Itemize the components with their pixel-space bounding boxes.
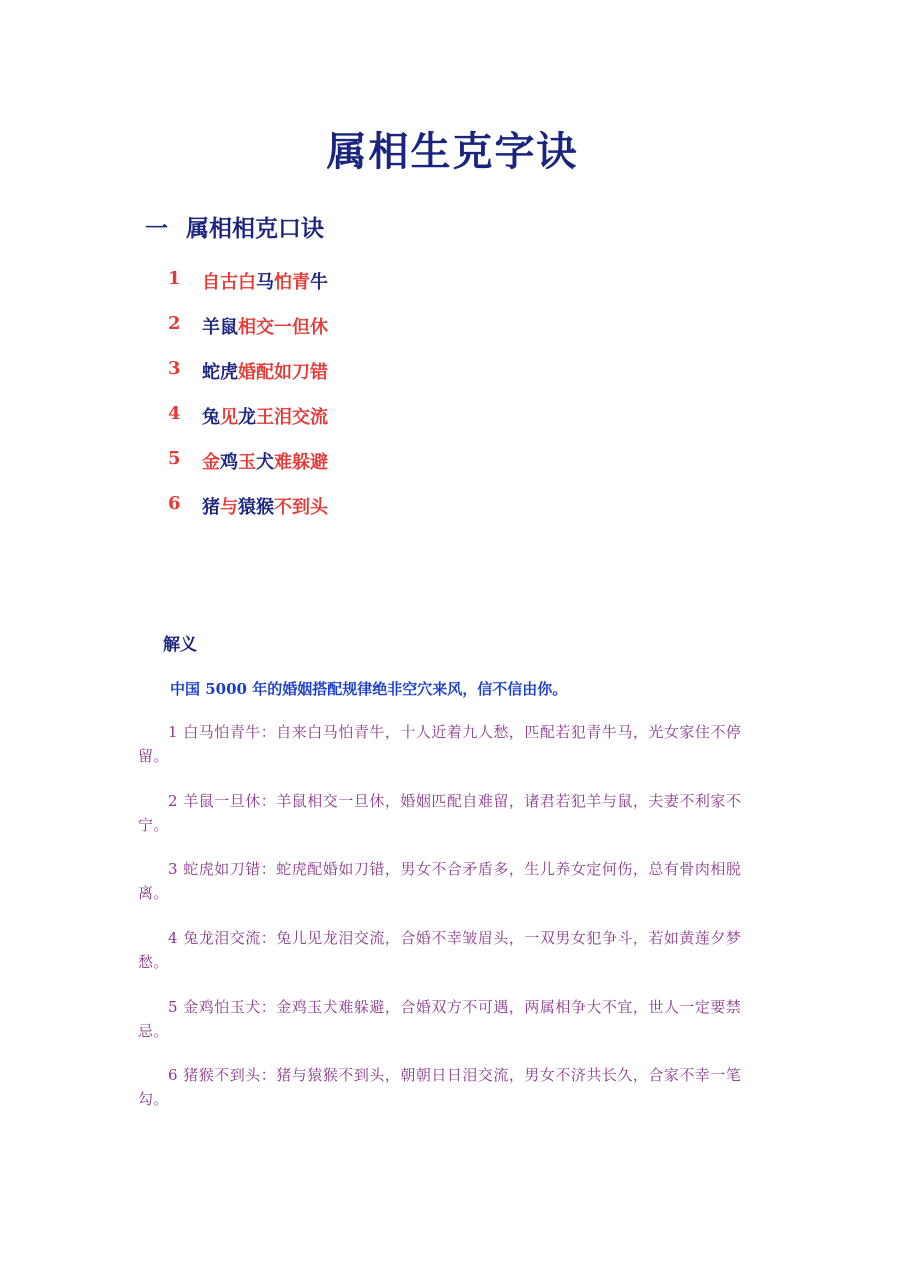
rhyme-segment: 牛 (310, 272, 328, 293)
rhyme-line (168, 358, 328, 403)
rhyme-segment: 猿猴 (238, 497, 274, 518)
rhyme-segment: 王泪交流 (256, 407, 328, 428)
rhyme-text (202, 313, 328, 339)
rhyme-segment: 犬 (256, 452, 274, 473)
page-title: 属相生克字诀 (326, 128, 579, 175)
rhyme-segment: 相交一但休 (238, 317, 328, 338)
explain-paragraph: 4 兔龙泪交流：兔儿见龙泪交流，合婚不幸皱眉头，一双男女犯争斗，若如黄莲夕梦愁。 (138, 929, 742, 971)
rhyme-segment: 鸡 (220, 452, 238, 473)
rhyme-segment: 金 (202, 452, 220, 473)
rhyme-segment: 猪 (202, 497, 220, 518)
section-heading (145, 210, 324, 243)
rhyme-number: 5 (168, 448, 181, 469)
explain-intro: 中国 5000 年的婚姻搭配规律绝非空穴来风，信不信由你。 (170, 680, 568, 698)
rhyme-line (168, 403, 328, 448)
rhyme-segment: 不到头 (274, 497, 328, 518)
rhyme-segment: 兔 (202, 407, 220, 428)
rhyme-segment: 蛇虎 (202, 362, 238, 383)
rhyme-text (202, 448, 328, 474)
rhyme-text (202, 358, 328, 384)
rhyme-number: 6 (168, 493, 181, 514)
explain-paragraph: 1 白马怕青牛：自来白马怕青牛，十人近着九人愁，匹配若犯青牛马，光女家住不停留。 (138, 723, 742, 765)
rhyme-segment: 与 (220, 497, 238, 518)
rhyme-number: 1 (168, 268, 181, 289)
rhyme-line (168, 268, 328, 313)
rhyme-segment: 怕青 (274, 272, 310, 293)
section-number: 一 (145, 215, 168, 242)
rhyme-segment: 羊鼠 (202, 317, 238, 338)
rhyme-segment: 见 (220, 407, 238, 428)
rhyme-number: 2 (168, 313, 181, 334)
rhyme-line (168, 493, 328, 538)
rhyme-text (202, 403, 328, 429)
rhyme-number: 3 (168, 358, 181, 379)
explain-paragraph: 6 猪猴不到头：猪与猿猴不到头，朝朝日日泪交流，男女不济共长久，合家不幸一笔勾。 (138, 1066, 742, 1108)
explain-heading: 解义 (163, 635, 197, 655)
rhyme-segment: 婚配如刀错 (238, 362, 328, 383)
rhyme-segment: 马 (256, 272, 274, 293)
rhyme-segment: 自古白 (202, 272, 256, 293)
rhyme-segment: 龙 (238, 407, 256, 428)
rhyme-text (202, 493, 328, 519)
explain-paragraph: 2 羊鼠一旦休：羊鼠相交一旦休，婚姻匹配自难留，诸君若犯羊与鼠，夫妻不利家不宁。 (138, 792, 742, 834)
rhyme-line (168, 313, 328, 358)
rhyme-number: 4 (168, 403, 181, 424)
rhyme-line (168, 448, 328, 493)
rhyme-text (202, 268, 328, 294)
explain-paragraph: 3 蛇虎如刀错：蛇虎配婚如刀错，男女不合矛盾多，生儿养女定何伤，总有骨肉相脱离。 (138, 860, 742, 902)
rhyme-segment: 难躲避 (274, 452, 328, 473)
explain-paragraph: 5 金鸡怕玉犬：金鸡玉犬难躲避，合婚双方不可遇，两属相争大不宜，世人一定要禁忌。 (138, 998, 742, 1040)
rhyme-list (168, 268, 328, 538)
rhyme-segment: 玉 (238, 452, 256, 473)
section-label: 属相相克口诀 (186, 215, 324, 242)
